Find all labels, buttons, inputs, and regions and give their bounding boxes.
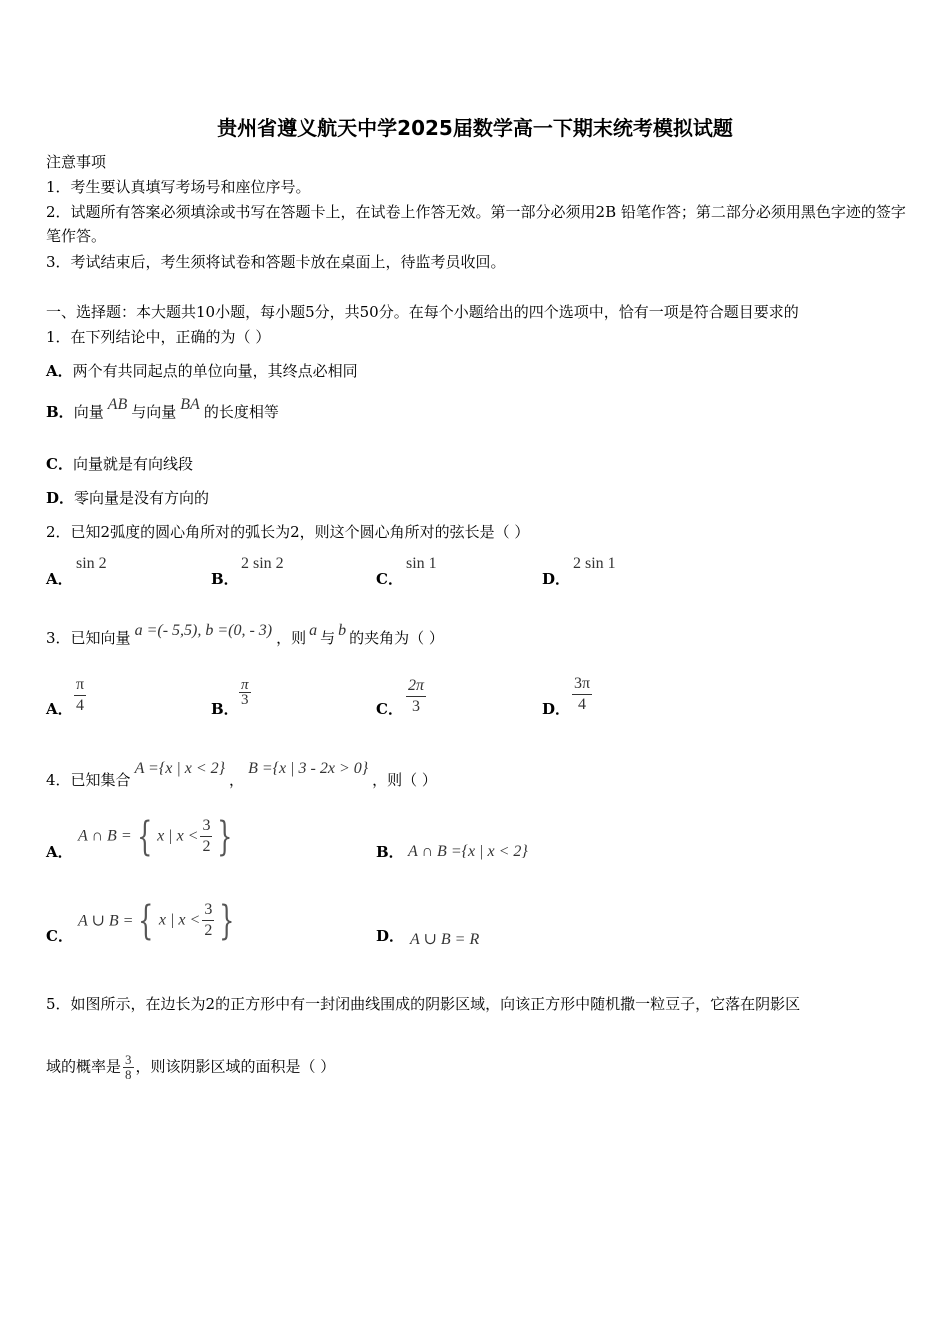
- lhs: A ∪ B =: [78, 912, 134, 930]
- stem-text: 域的概率是: [46, 1057, 122, 1076]
- q2-option-d-math: 2 sin 1: [573, 555, 616, 572]
- q4-option-c-label: [46, 924, 73, 948]
- stem-text: 的夹角为（ ）: [349, 629, 444, 647]
- option-label: D．: [542, 570, 571, 588]
- option-label: A．: [46, 700, 73, 718]
- option-text: 的长度相等: [203, 403, 279, 421]
- right-brace: }: [217, 813, 233, 860]
- q2-option-c-math: sin 1: [406, 555, 437, 572]
- option-label: A．: [46, 362, 73, 380]
- stem-text: ，则（ ）: [372, 771, 437, 789]
- frac-numerator: 2π: [406, 676, 426, 697]
- q1-stem: 1．在下列结论中，正确的为（ ）: [46, 328, 271, 346]
- q4-option-a-math: [78, 813, 238, 860]
- option-text: 零向量是没有方向的: [74, 489, 210, 507]
- question-number: 3．: [46, 629, 71, 647]
- q3-option-d-label: [542, 697, 570, 721]
- stem-text: ，则: [276, 629, 307, 647]
- q2-option-b-math: 2 sin 2: [241, 555, 284, 572]
- notice-item-2: 2．试题所有答案必须填涂或书写在答题卡上，在试卷上作答无效。第一部分必须用2B 铅笔作答；第二部分必须用黑色字迹的签字笔作答。: [46, 203, 906, 245]
- set-a-definition: A ={x | x < 2}: [134, 760, 226, 777]
- option-label: A．: [46, 570, 73, 588]
- option-label: D．: [542, 700, 571, 718]
- q1-option-b: [46, 396, 279, 425]
- set-b-definition: B ={x | 3 - 2x > 0}: [248, 760, 369, 777]
- q5-stem-line1: [46, 992, 800, 1016]
- q2-option-b: [211, 567, 239, 591]
- lhs: A ∩ B =: [78, 827, 132, 845]
- q4-option-b-label: [376, 840, 404, 864]
- q3-stem: [46, 622, 444, 651]
- option-label: C．: [46, 927, 73, 945]
- question-number: 5．: [46, 995, 71, 1013]
- frac-denominator: 8: [125, 1067, 132, 1082]
- frac-numerator: π: [74, 675, 86, 696]
- option-label: B．: [46, 403, 74, 421]
- stem-text: 如图所示，在边长为2的正方形中有一封闭曲线围成的阴影区域，向该正方形中随机撒一粒豆子，它落在阴影区: [70, 995, 801, 1013]
- frac-numerator: 3: [202, 900, 214, 921]
- frac-denominator: 3: [412, 698, 420, 715]
- q2-option-d: [542, 567, 570, 591]
- option-label: C．: [46, 455, 73, 473]
- notice-item-3: 3．考试结束后，考生须将试卷和答题卡放在桌面上，待监考员收回。: [46, 253, 506, 271]
- vector-definition: a =(- 5,5), b =(0, - 3): [134, 622, 273, 639]
- frac-numerator: 3: [200, 816, 212, 837]
- q3-option-d-frac: [572, 674, 592, 715]
- q3-option-c-label: [376, 697, 403, 721]
- notice-heading: 注意事项: [46, 153, 107, 171]
- stem-text: 已知集合: [70, 771, 131, 789]
- option-label: C．: [376, 700, 403, 718]
- frac-numerator: 3: [125, 1052, 132, 1067]
- q4-option-a-label: [46, 840, 73, 864]
- set-builder: x | x <: [157, 827, 199, 845]
- frac-denominator: 4: [76, 697, 85, 714]
- option-label: C．: [376, 570, 403, 588]
- notice-item-1: 1．考生要认真填写考场号和座位序号。: [46, 178, 311, 196]
- option-label: B．: [211, 700, 239, 718]
- option-text: 与向量: [131, 403, 177, 421]
- q3-option-c-frac: [406, 676, 426, 717]
- option-text: 两个有共同起点的单位向量，其终点必相同: [72, 362, 358, 380]
- q4-stem: [46, 760, 437, 793]
- stem-text: ，则该阴影区域的面积是（ ）: [135, 1057, 336, 1076]
- page-title: 贵州省遵义航天中学2025届数学高一下期末统考模拟试题: [217, 116, 733, 140]
- q4-option-d-label: [376, 924, 404, 948]
- frac-denominator: 4: [578, 696, 587, 713]
- stem-text: 与: [320, 629, 336, 647]
- set-builder: x | x <: [158, 911, 201, 929]
- option-label: A．: [46, 843, 73, 861]
- frac-numerator: π: [241, 677, 249, 693]
- frac-numerator: 3π: [572, 674, 592, 695]
- option-label: B．: [211, 570, 239, 588]
- q5-stem-line2: [46, 1053, 335, 1082]
- q4-option-c-math: [78, 897, 240, 944]
- q1-option-c: [46, 452, 193, 476]
- option-label: B．: [376, 843, 404, 861]
- vector-ba: BA: [180, 396, 200, 413]
- q1-option-a: [46, 359, 358, 383]
- vector-a: a: [309, 622, 318, 639]
- stem-text: ，: [229, 771, 245, 789]
- q2-stem: 2．已知2弧度的圆心角所对的弧长为2，则这个圆心角所对的弦长是（ ）: [46, 523, 530, 541]
- q4-option-d-math: A ∪ B = R: [410, 931, 480, 948]
- frac-denominator: 2: [202, 838, 211, 855]
- q2-option-c: [376, 567, 403, 591]
- option-label: D．: [376, 927, 405, 945]
- left-brace: {: [138, 897, 154, 944]
- frac-denominator: 2: [204, 922, 213, 939]
- right-brace: }: [219, 897, 235, 944]
- option-label: D．: [46, 489, 75, 507]
- option-text: 向量: [73, 403, 104, 421]
- q3-option-a-frac: [74, 675, 86, 716]
- frac-denominator: 3: [241, 692, 249, 708]
- q1-option-d: [46, 486, 209, 510]
- q2-option-a-math: sin 2: [76, 555, 107, 572]
- q3-option-b-label: [211, 697, 239, 721]
- vector-b: b: [338, 622, 347, 639]
- stem-text: 已知向量: [70, 629, 131, 647]
- q3-option-a-label: [46, 697, 73, 721]
- q4-option-b-math: A ∩ B ={x | x < 2}: [408, 843, 528, 860]
- section-heading: 一、选择题：本大题共10小题，每小题5分，共50分。在每个小题给出的四个选项中，恰有一项是符合题目要求的: [46, 303, 799, 321]
- option-text: 向量就是有向线段: [72, 455, 193, 473]
- vector-ab: AB: [107, 396, 128, 413]
- question-number: 4．: [46, 771, 71, 789]
- q2-option-a: [46, 567, 73, 591]
- q3-option-b-frac: [239, 678, 251, 707]
- left-brace: {: [136, 813, 152, 860]
